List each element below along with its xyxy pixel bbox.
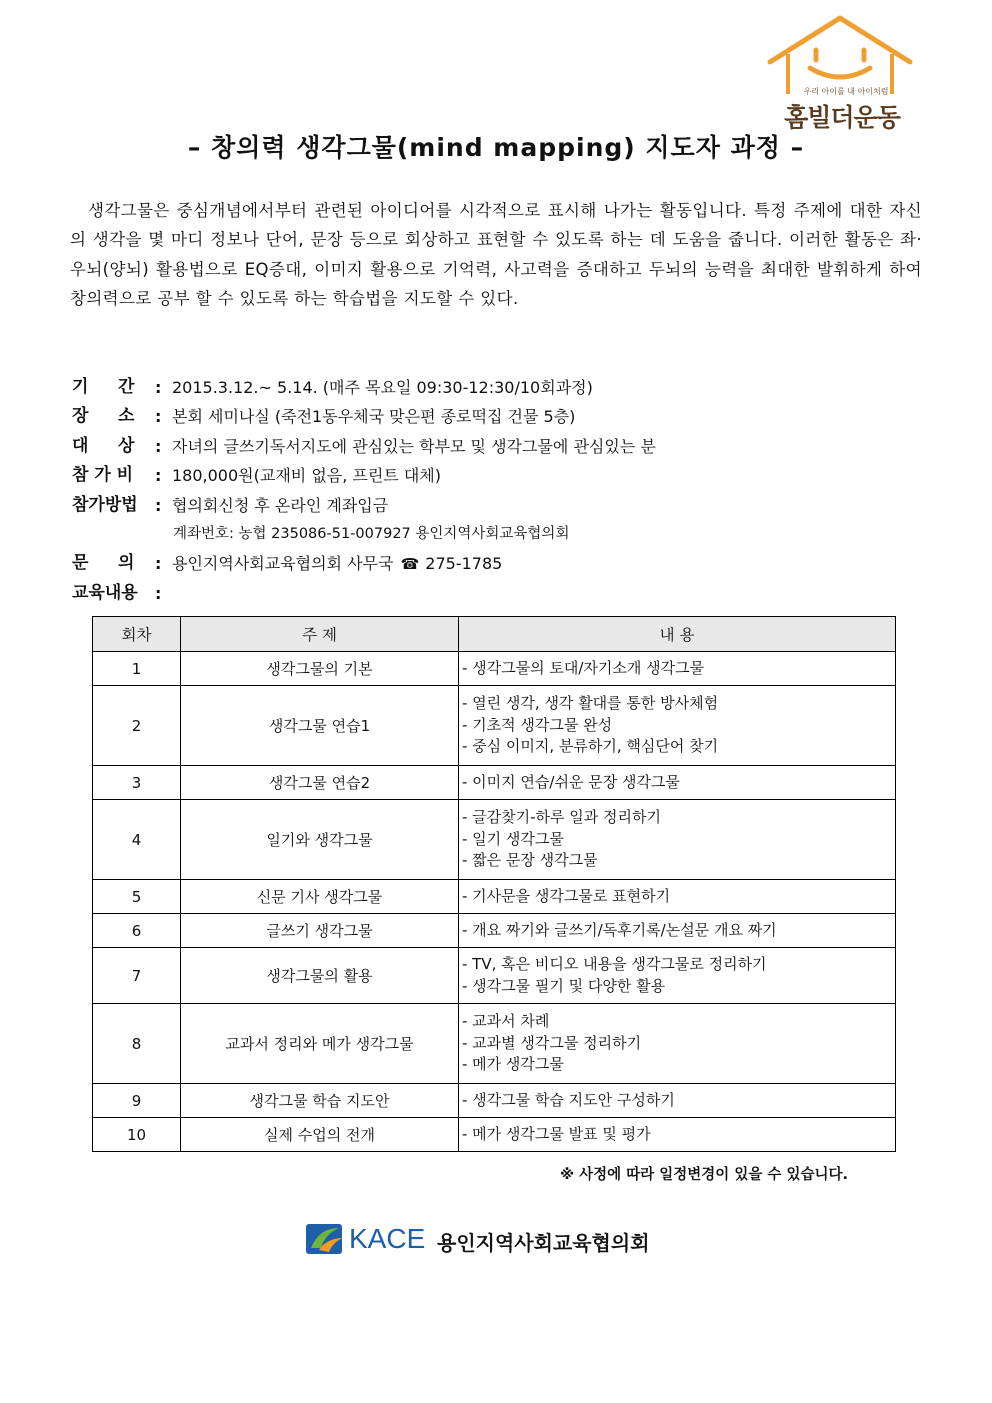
session-number: 6 [93,914,181,948]
info-value: 자녀의 글쓰기독서지도에 관심있는 학부모 및 생각그물에 관심있는 분 [172,436,656,456]
session-number: 4 [93,800,181,880]
description-line: - 생각그물 학습 지도안 구성하기 [462,1090,675,1109]
info-colon: : [155,554,162,574]
description-line: - 기초적 생각그물 완성 [462,715,613,734]
session-number: 1 [93,652,181,686]
info-label: 기 간 [72,377,135,397]
info-account: 계좌번호: 농협 235086-51-007927 용인지역사회교육협의회 [173,525,570,542]
session-description [459,686,896,766]
session-description [459,1084,896,1118]
session-description [459,880,896,914]
session-number: 3 [93,766,181,800]
header-topic: 주 제 [181,617,459,652]
info-colon: : [155,436,162,456]
info-label: 교육내용 [72,582,138,603]
session-topic: 생각그물의 기본 [181,652,459,686]
session-number: 10 [93,1118,181,1152]
session-topic: 생각그물 연습1 [181,686,459,766]
description-line: - 생각그물의 토대/자기소개 생각그물 [462,658,705,677]
schedule-table [92,616,896,1152]
kace-logo [305,1222,685,1258]
session-topic: 글쓰기 생각그물 [181,914,459,948]
info-content [72,579,932,608]
info-target [72,432,932,461]
info-colon: : [155,495,162,515]
table-row [93,880,896,914]
session-description [459,1118,896,1152]
session-topic: 교과서 정리와 메가 생각그물 [181,1004,459,1084]
table-row [93,948,896,1004]
table-row [93,766,896,800]
session-number: 5 [93,880,181,914]
description-line: - 열린 생각, 생각 활대를 통한 방사체험 [462,694,719,713]
course-info [72,373,932,608]
table-row [93,1004,896,1084]
description-line: - 메가 생각그물 발표 및 평가 [462,1124,651,1143]
description-line: - 개요 짜기와 글쓰기/독후기록/논설문 개요 짜기 [462,920,777,939]
info-method [72,491,932,520]
description-line: - 생각그물 필기 및 다양한 활용 [462,976,666,995]
table-row [93,652,896,686]
info-value: 2015.3.12.~ 5.14. (매주 목요일 09:30-12:30/10회과정) [172,378,593,397]
description-line: - 기사문을 생각그물로 표현하기 [462,886,671,905]
session-description [459,914,896,948]
description-line: - 교과서 차례 [462,1012,550,1031]
info-fee [72,461,932,490]
info-place [72,402,932,431]
logo-brand: 홈빌더운동 [784,103,900,132]
session-number: 8 [93,1004,181,1084]
session-number: 2 [93,686,181,766]
description-line: - 글감찾기-하루 일과 정리하기 [462,808,662,827]
header-num: 회차 [93,617,181,652]
info-colon: : [155,378,162,397]
table-row [93,914,896,948]
info-period [72,373,932,402]
description-line: - 메가 생각그물 [462,1055,564,1074]
table-row [93,686,896,766]
page-title: – 창의력 생각그물(mind mapping) 지도자 과정 – [187,133,805,162]
session-description [459,652,896,686]
session-description [459,948,896,1004]
description-line: - 짧은 문장 생각그물 [462,851,598,870]
schedule-note: ※ 사정에 따라 일정변경이 있을 수 있습니다. [560,1167,849,1183]
session-topic: 일기와 생각그물 [181,800,459,880]
table-row [93,1084,896,1118]
session-topic: 생각그물의 활용 [181,948,459,1004]
session-description [459,800,896,880]
info-colon: : [155,583,162,603]
session-topic: 실제 수업의 전개 [181,1118,459,1152]
description-line: - 이미지 연습/쉬운 문장 생각그물 [462,772,680,791]
contact-phone: 275-1785 [425,554,503,574]
session-number: 9 [93,1084,181,1118]
table-row [93,1118,896,1152]
info-colon: : [155,466,162,486]
table-header-row [93,617,896,652]
logo-tagline: 우리 아이를 내 아이처럼 [803,87,889,96]
info-colon: : [155,407,162,427]
kace-wordmark: KACE [349,1223,426,1254]
description-line: - 교과별 생각그물 정리하기 [462,1033,642,1052]
info-label: 참가방법 [72,494,138,515]
session-topic: 생각그물 학습 지도안 [181,1084,459,1118]
session-description [459,766,896,800]
contact-office: 용인지역사회교육협의회 사무국 [172,554,394,574]
info-value: 본회 세미나실 (죽전1동우체국 맞은편 종로떡집 건물 5층) [172,407,576,427]
info-value: 180,000원(교재비 없음, 프린트 대체) [172,466,442,486]
info-label: 대 상 [72,435,135,456]
intro-paragraph: 생각그물은 중심개념에서부터 관련된 아이디어를 시각적으로 표시해 나가는 활동입니다. 특정 주제에 대한 자신의 생각을 몇 마디 정보나 단어, 문장 등으로 회상하고 표현할 수 있도록 하는 데 도움을 줍니다. 이러한 활동은 좌·우뇌(양뇌) 활용법으로 EQ증대, 이미지 활용으로 기억력, 사고력을 증대하고 두뇌의 능력을 최대한 발휘하게 하여 창의력으로 공부 할 수 있도록 하는 학습법을 지도할 수 있다. [70,201,922,309]
info-value: 협의회신청 후 온라인 계좌입금 [172,495,389,515]
info-contact [72,549,932,578]
info-label: 참 가 비 [72,465,134,486]
session-topic: 생각그물 연습2 [181,766,459,800]
homebuilder-logo [766,14,916,132]
description-line: - 일기 생각그물 [462,829,564,848]
info-label: 장 소 [72,406,135,427]
session-topic: 신문 기사 생각그물 [181,880,459,914]
header-desc: 내 용 [459,617,896,652]
info-label: 문 의 [72,553,135,574]
description-line: - 중심 이미지, 분류하기, 핵심단어 찾기 [462,737,719,756]
session-number: 7 [93,948,181,1004]
description-line: - TV, 혹은 비디오 내용을 생각그물로 정리하기 [462,955,767,973]
info-value [172,549,932,578]
house-smile-icon [766,14,916,94]
table-row [93,800,896,880]
session-description [459,1004,896,1084]
org-name: 용인지역사회교육협의회 [437,1231,650,1255]
kace-mark-icon [305,1222,347,1256]
phone-icon: ☎ [400,555,420,574]
